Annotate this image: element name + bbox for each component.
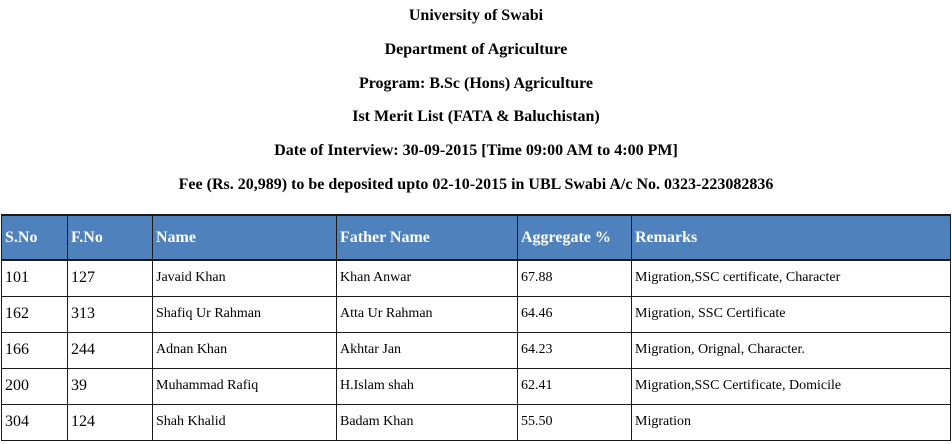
column-header-father-name: Father Name <box>337 215 518 260</box>
column-header-remarks: Remarks <box>632 215 951 260</box>
cell-sno: 162 <box>2 296 68 332</box>
cell-aggregate: 62.41 <box>518 368 632 404</box>
table-row <box>2 404 951 440</box>
cell-name: Shafiq Ur Rahman <box>153 296 337 332</box>
cell-sno: 101 <box>2 260 68 296</box>
fee-note-line: Fee (Rs. 20,989) to be deposited upto 02-10-2015 in UBL Swabi A/c No. 0323-223082836 <box>178 176 774 193</box>
cell-name: Muhammad Rafiq <box>153 368 337 404</box>
cell-sno: 200 <box>2 368 68 404</box>
cell-father-name: Khan Anwar <box>337 260 518 296</box>
merit-list-title: Ist Merit List (FATA & Baluchistan) <box>352 108 600 125</box>
cell-remarks: Migration, Orignal, Character. <box>632 332 951 368</box>
table-row <box>2 296 951 332</box>
cell-fno: 127 <box>68 260 153 296</box>
column-header-name: Name <box>153 215 337 260</box>
cell-father-name: Atta Ur Rahman <box>337 296 518 332</box>
program-title: Program: B.Sc (Hons) Agriculture <box>358 75 594 92</box>
cell-aggregate: 64.46 <box>518 296 632 332</box>
cell-father-name: Akhtar Jan <box>337 332 518 368</box>
cell-remarks: Migration,SSC certificate, Character <box>632 260 951 296</box>
interview-date-line: Date of Interview: 30-09-2015 [Time 09:00 AM to 4:00 PM] <box>274 142 678 159</box>
cell-fno: 244 <box>68 332 153 368</box>
cell-father-name: H.Islam shah <box>337 368 518 404</box>
table-row <box>2 332 951 368</box>
cell-fno: 124 <box>68 404 153 440</box>
merit-list-table <box>1 214 951 441</box>
department-title: Department of Agriculture <box>384 41 568 58</box>
cell-sno: 304 <box>2 404 68 440</box>
column-header-sno: S.No <box>2 215 68 260</box>
cell-remarks: Migration, SSC Certificate <box>632 296 951 332</box>
column-header-aggregate: Aggregate % <box>518 215 632 260</box>
cell-sno: 166 <box>2 332 68 368</box>
cell-remarks: Migration <box>632 404 951 440</box>
university-title: University of Swabi <box>408 7 544 24</box>
cell-name: Javaid Khan <box>153 260 337 296</box>
cell-name: Shah Khalid <box>153 404 337 440</box>
cell-father-name: Badam Khan <box>337 404 518 440</box>
cell-fno: 39 <box>68 368 153 404</box>
cell-aggregate: 55.50 <box>518 404 632 440</box>
cell-fno: 313 <box>68 296 153 332</box>
column-header-fno: F.No <box>68 215 153 260</box>
cell-remarks: Migration,SSC Certificate, Domicile <box>632 368 951 404</box>
table-row <box>2 368 951 404</box>
cell-aggregate: 67.88 <box>518 260 632 296</box>
cell-name: Adnan Khan <box>153 332 337 368</box>
cell-aggregate: 64.23 <box>518 332 632 368</box>
table-header-row <box>2 215 951 260</box>
table-row <box>2 260 951 296</box>
